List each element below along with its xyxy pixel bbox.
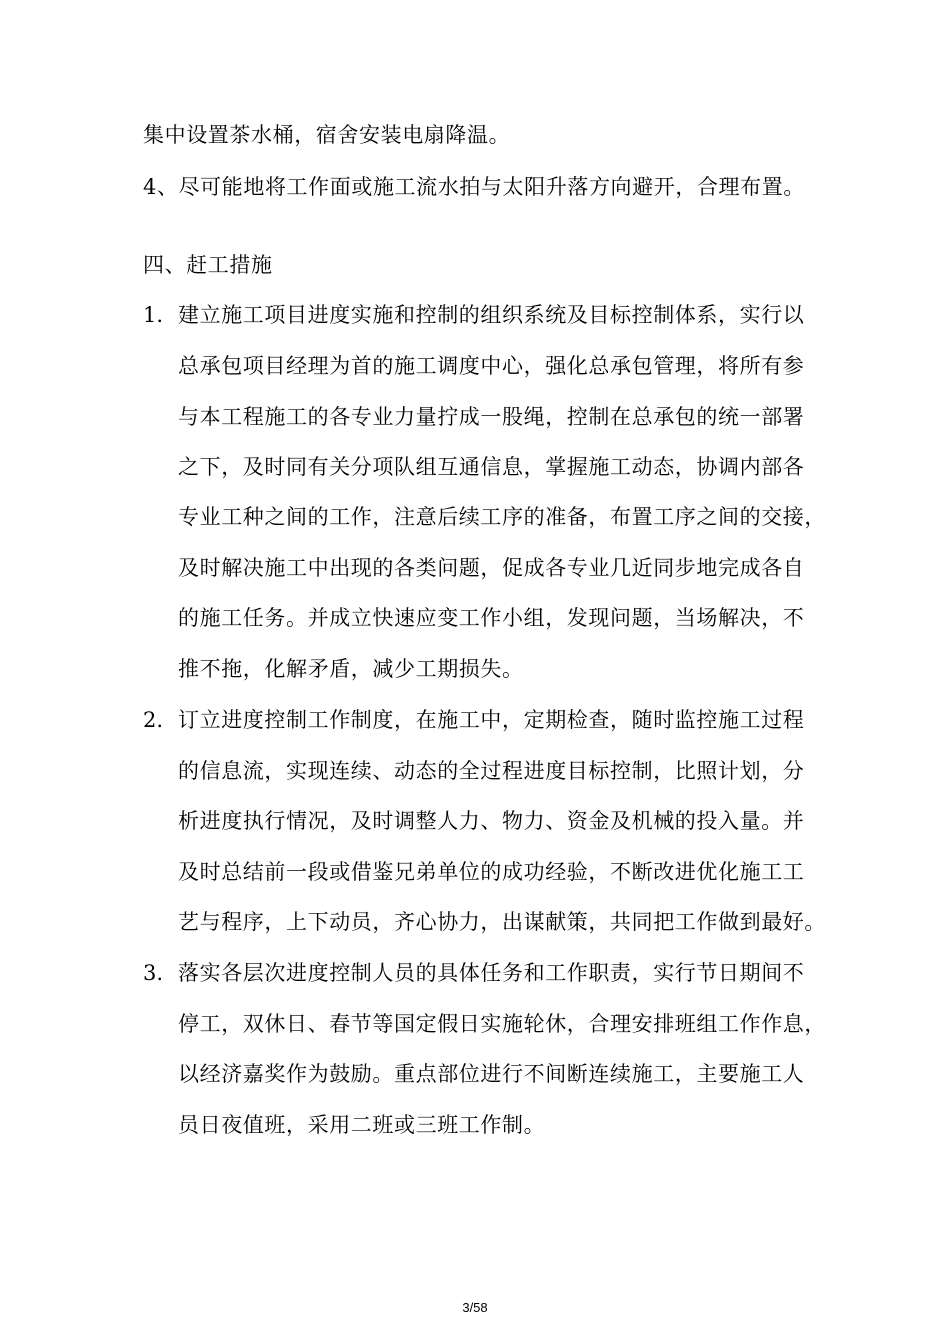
item-line: 以经济嘉奖作为鼓励。重点部位进行不间断连续施工，主要施工人 — [178, 1062, 805, 1086]
item-number: 2. — [143, 708, 164, 732]
item-line: 之下，及时同有关分项队组互通信息，掌握施工动态，协调内部各 — [178, 455, 805, 479]
item-line: 总承包项目经理为首的施工调度中心，强化总承包管理，将所有参 — [178, 354, 805, 378]
item-line: 艺与程序，上下动员，齐心协力，出谋献策，共同把工作做到最好。 — [178, 910, 826, 934]
intro-line: 4、尽可能地将工作面或施工流水拍与太阳升落方向避开，合理布置。 — [143, 175, 805, 199]
item-line: 推不拖，化解矛盾，减少工期损失。 — [178, 657, 524, 681]
item-line: 析进度执行情况，及时调整人力、物力、资金及机械的投入量。并 — [178, 809, 805, 833]
item-line: 及时总结前一段或借鉴兄弟单位的成功经验，不断改进优化施工工 — [178, 860, 805, 884]
item-line: 与本工程施工的各专业力量拧成一股绳，控制在总承包的统一部署 — [178, 405, 805, 429]
item-line: 订立进度控制工作制度，在施工中，定期检查，随时监控施工过程 — [178, 708, 805, 732]
item-line: 停工，双休日、春节等国定假日实施轮休，合理安排班组工作作息， — [178, 1012, 826, 1036]
item-line: 建立施工项目进度实施和控制的组织系统及目标控制体系，实行以 — [178, 303, 805, 327]
item-line: 专业工种之间的工作，注意后续工序的准备，布置工序之间的交接， — [178, 505, 826, 529]
page-number: 3/58 — [462, 1300, 488, 1315]
item-number: 1. — [143, 303, 164, 327]
item-line: 的信息流，实现连续、动态的全过程进度目标控制，比照计划，分 — [178, 759, 805, 783]
item-line: 员日夜值班，采用二班或三班工作制。 — [178, 1113, 546, 1137]
intro-line: 集中设置茶水桶，宿舍安装电扇降温。 — [143, 123, 511, 147]
item-number: 3. — [143, 961, 164, 985]
item-line: 的施工任务。并成立快速应变工作小组，发现问题，当场解决，不 — [178, 606, 805, 630]
item-line: 及时解决施工中出现的各类问题，促成各专业几近同步地完成各自 — [178, 556, 805, 580]
section-heading: 四、赶工措施 — [143, 253, 273, 277]
item-line: 落实各层次进度控制人员的具体任务和工作职责，实行节日期间不 — [178, 961, 805, 985]
